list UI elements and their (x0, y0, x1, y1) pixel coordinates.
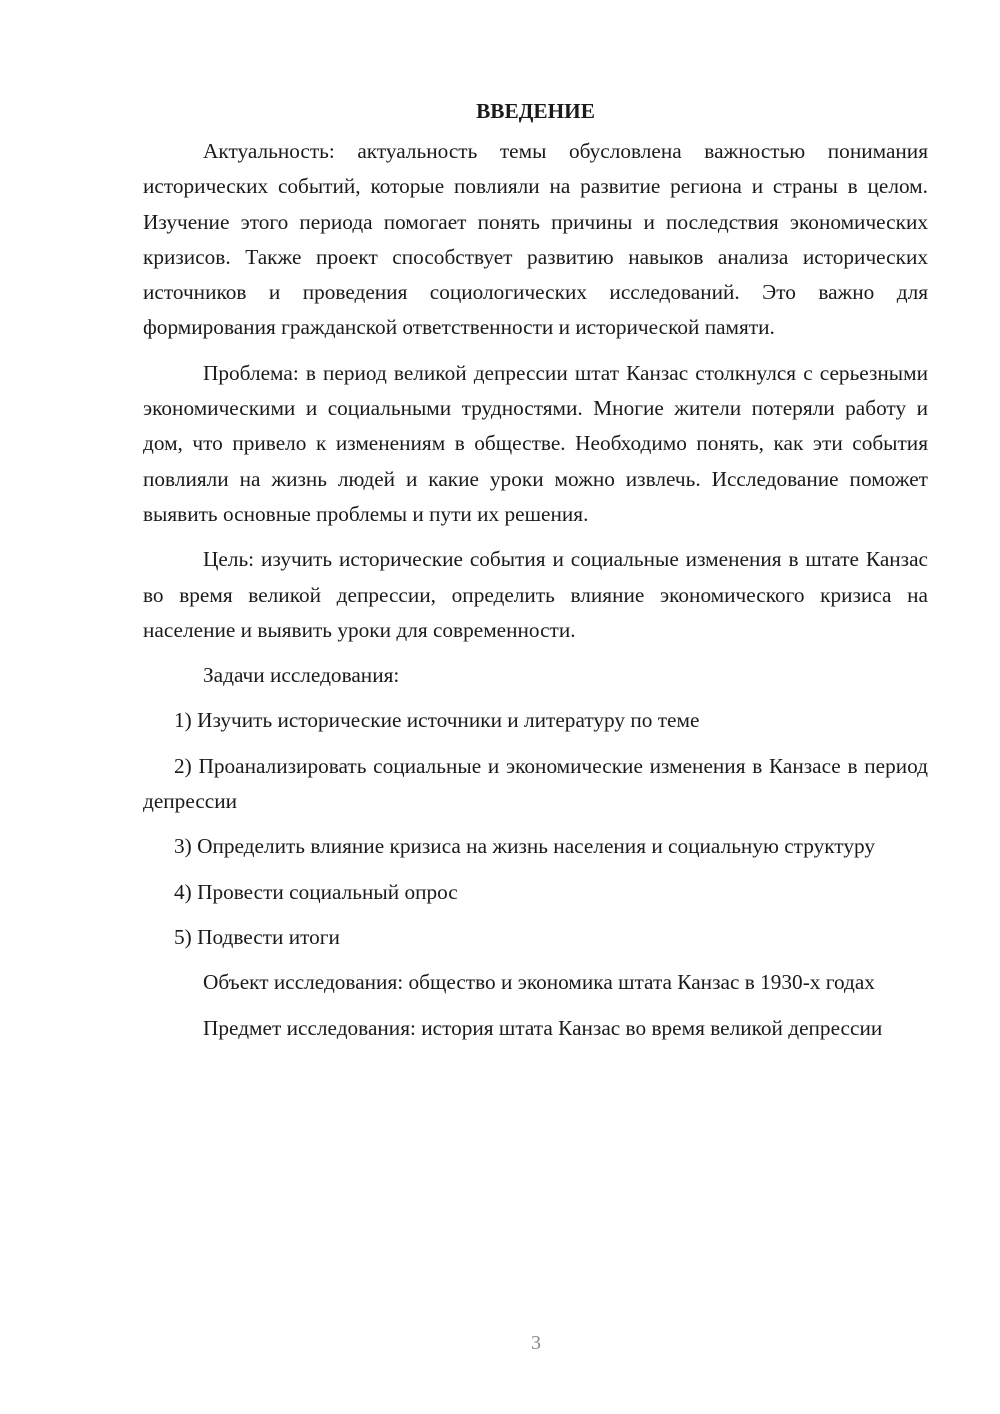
task-item-2: 2) Проанализировать социальные и экономические изменения в Канзасе в период депрессии (143, 753, 928, 814)
task-item-1: 1) Изучить исторические источники и литературу по теме (174, 708, 700, 733)
page-number: 3 (531, 1332, 541, 1354)
paragraph-goal: Цель: изучить исторические события и социальные изменения в штате Канзас во время великой депрессии, определить влияние экономического кризиса на население и выявить уроки для современности. (143, 547, 928, 642)
page-body (143, 96, 928, 1056)
task-item-5: 5) Подвести итоги (174, 924, 340, 949)
task-item-4: 4) Провести социальный опрос (174, 879, 458, 904)
paragraph-subject: Предмет исследования: история штата Канзас во время великой депрессии (203, 1015, 883, 1040)
paragraph-problem: Проблема: в период великой депрессии штат Канзас столкнулся с серьезными экономическими и социальными трудностями. Многие жители потеряли работу и дом, что привело к изменениям в обществе. Необходимо понять, как эти события повлияли на жизнь людей и какие уроки можно извлечь. Исследование поможет выявить основные проблемы и пути их решения. (143, 360, 928, 526)
task-item-3: 3) Определить влияние кризиса на жизнь населения и социальную структуру (174, 834, 875, 859)
paragraph-relevance: Актуальность: актуальность темы обусловлена важностью понимания исторических событий, которые повлияли на развитие региона и страны в целом. Изучение этого периода помогает понять причины и последствия экономических кризисов. Также проект способствует развитию навыков анализа исторических источников и проведения социологических исследований. Это важно для формирования гражданской ответственности и исторической памяти. (143, 139, 928, 340)
page-title: ВВЕДЕНИЕ (476, 99, 595, 123)
paragraph-object: Объект исследования: общество и экономика штата Канзас в 1930-х годах (203, 970, 875, 995)
tasks-heading: Задачи исследования: (203, 663, 400, 688)
